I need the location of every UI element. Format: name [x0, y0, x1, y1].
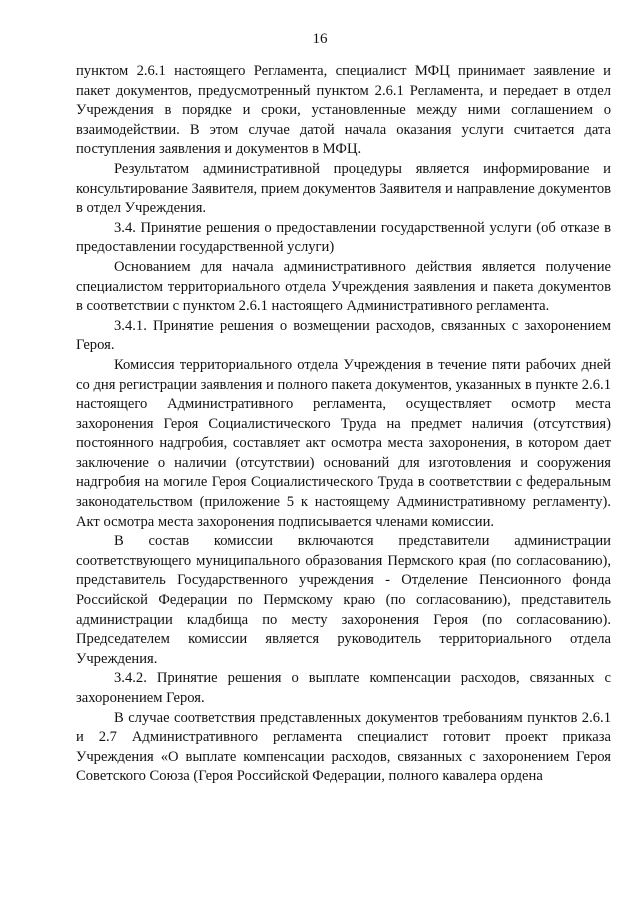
section-heading-3-4-1: 3.4.1. Принятие решения о возмещении расходов, связанных с захоронением Героя. — [76, 317, 611, 354]
paragraph-continuation: пунктом 2.6.1 настоящего Регламента, специалист МФЦ принимает заявление и пакет документов, предусмотренный пунктом 2.6.1 Регламента, и передает в отдел Учреждения в порядке и сроки, установленные между ними соглашением о взаимодействии. В этом случае датой начала оказания услуги считается дата поступления заявления и документов в МФЦ. — [76, 63, 611, 158]
section-heading-3-4: 3.4. Принятие решения о предоставлении государственной услуги (об отказе в предоставлении государственной услуги) — [76, 219, 611, 256]
paragraph-compliance: В случае соответствия представленных документов требованиям пунктов 2.6.1 и 2.7 Административного регламента специалист готовит проект приказа Учреждения «О выплате компенсации расходов, связанных с захоронением Героя Советского Союза (Героя Российской Федерации, полного кавалера ордена — [76, 709, 611, 785]
paragraph-result: Результатом административной процедуры является информирование и консультирование Заявителя, прием документов Заявителя и направление документов в отдел Учреждения. — [76, 160, 612, 217]
section-heading-3-4-2: 3.4.2. Принятие решения о выплате компенсации расходов, связанных с захоронением Героя. — [76, 670, 611, 706]
document-body — [76, 62, 611, 787]
paragraph-commission-members: В состав комиссии включаются представители администрации соответствующего муниципального образования Пермского края (по согласованию), представитель Государственного учреждения - Отделение Пенсионного фонда Российской Федерации по Пермскому краю (по согласованию), представитель администрации кладбища по месту захоронения Героя (по согласованию). Председателем комиссии является руководитель территориального отдела Учреждения. — [76, 533, 611, 667]
paragraph-commission: Комиссия территориального отдела Учреждения в течение пяти рабочих дней со дня регистрации заявления и полного пакета документов, указанных в пункте 2.6.1 настоящего Административного регламента, осуществляет осмотр места захоронения Героя Социалистического Труда на предмет наличия (отсутствия) постоянного надгробия, составляет акт осмотра места захоронения, в котором дает заключение о наличии (отсутствии) оснований для изготовления и сооружения надгробия на могиле Героя Социалистического Труда в соответствии с федеральным законодательством (приложение 5 к настоящему Административному регламенту). Акт осмотра места захоронения подписывается членами комиссии. — [76, 356, 611, 530]
paragraph-basis: Основанием для начала административного действия является получение специалистом территориального отдела Учреждения заявления и пакета документов в соответствии с пунктом 2.6.1 настоящего Административного регламента. — [76, 258, 611, 315]
page-number: 16 — [312, 31, 328, 47]
